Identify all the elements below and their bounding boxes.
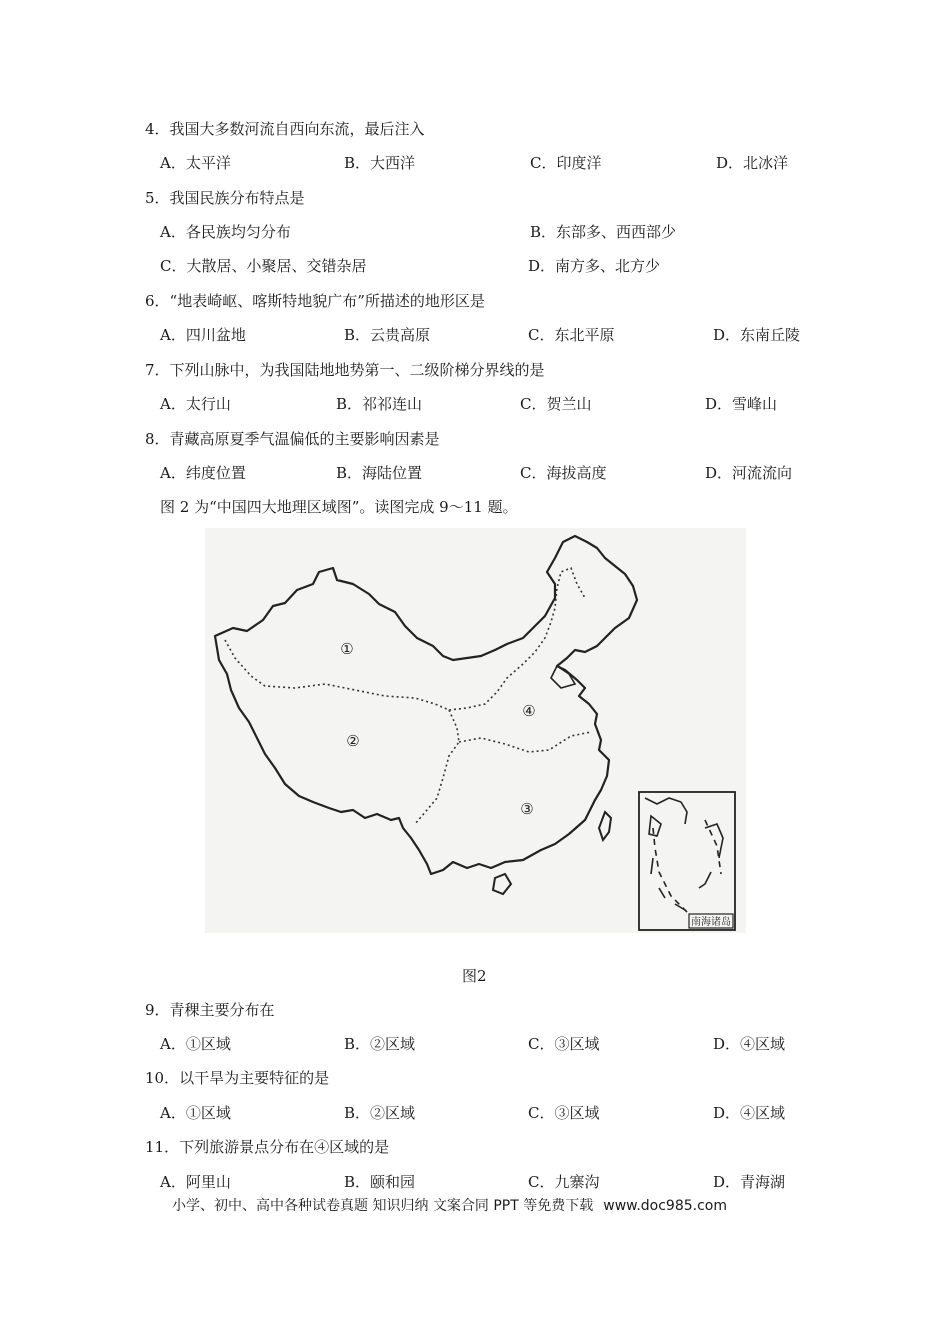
question-6-stem: 6．“地表崎岖、喀斯特地貌广布”所描述的地形区是 — [145, 292, 485, 310]
question-4-option-b: B．大西洋 — [344, 154, 416, 172]
question-7-stem: 7．下列山脉中，为我国陆地地势第一、二级阶梯分界线的是 — [145, 361, 545, 379]
question-9-stem: 9．青稞主要分布在 — [145, 1001, 275, 1019]
question-11-option-b: B．颐和园 — [344, 1173, 416, 1191]
question-7-option-d: D．雪峰山 — [705, 395, 778, 413]
question-5-option-a: A．各民族均匀分布 — [160, 223, 291, 241]
question-4-option-c: C．印度洋 — [530, 154, 602, 172]
map-caption: 图2 — [462, 967, 487, 985]
boundary-north-south — [459, 732, 591, 752]
footer-text: 小学、初中、高中各种试卷真题 知识归纳 文案合同 PPT 等免费下载 — [172, 1198, 594, 1214]
question-8-option-d: D．河流流向 — [705, 464, 793, 482]
question-10-option-b: B．②区域 — [344, 1104, 416, 1122]
question-8-option-b: B．海陆位置 — [336, 464, 423, 482]
question-4-option-d: D．北冰洋 — [716, 154, 789, 172]
question-5-option-c: C．大散居、小聚居、交错杂居 — [160, 257, 367, 275]
bohai-bay — [551, 666, 575, 688]
question-7-option-c: C．贺兰山 — [520, 395, 592, 413]
question-9-option-d: D．④区域 — [713, 1035, 786, 1053]
question-9-option-c: C．③区域 — [528, 1035, 600, 1053]
map-intro-text: 图 2 为“中国四大地理区域图”。读图完成 9～11 题。 — [160, 498, 518, 516]
question-6-option-d: D．东南丘陵 — [713, 326, 801, 344]
question-5-stem: 5．我国民族分布特点是 — [145, 189, 305, 207]
footer-url[interactable]: www.doc985.com — [603, 1198, 727, 1214]
inset-label: 南海诸岛 — [691, 917, 731, 928]
china-outline — [215, 536, 637, 874]
question-8-option-c: C．海拔高度 — [520, 464, 607, 482]
question-5-option-b: B．东部多、西西部少 — [530, 223, 677, 241]
region-label-3: ③ — [520, 800, 534, 818]
question-11-option-c: C．九寨沟 — [528, 1173, 600, 1191]
question-11-stem: 11．下列旅游景点分布在④区域的是 — [145, 1138, 390, 1156]
question-8-stem: 8．青藏高原夏季气温偏低的主要影响因素是 — [145, 430, 440, 448]
question-6-option-c: C．东北平原 — [528, 326, 615, 344]
china-regions-map-drawing — [205, 528, 746, 933]
question-4-stem: 4．我国大多数河流自西向东流，最后注入 — [145, 120, 425, 138]
question-9-option-a: A．①区域 — [160, 1035, 231, 1053]
page-footer — [172, 1196, 727, 1216]
china-regions-map — [205, 528, 746, 933]
question-8-option-a: A．纬度位置 — [160, 464, 246, 482]
question-6-option-a: A．四川盆地 — [160, 326, 246, 344]
boundary-northwest-qingzang — [225, 640, 449, 710]
question-11-option-a: A．阿里山 — [160, 1173, 231, 1191]
question-10-option-a: A．①区域 — [160, 1104, 231, 1122]
question-5-option-d: D．南方多、北方少 — [528, 257, 661, 275]
taiwan-island — [599, 812, 611, 840]
region-label-2: ② — [346, 732, 360, 750]
question-10-option-c: C．③区域 — [528, 1104, 600, 1122]
region-label-4: ④ — [522, 702, 536, 720]
region-label-1: ① — [340, 640, 354, 658]
question-9-option-b: B．②区域 — [344, 1035, 416, 1053]
question-7-option-a: A．太行山 — [160, 395, 231, 413]
question-10-option-d: D．④区域 — [713, 1104, 786, 1122]
question-11-option-d: D．青海湖 — [713, 1173, 786, 1191]
question-6-option-b: B．云贵高原 — [344, 326, 431, 344]
boundary-qingzang-south — [415, 710, 459, 824]
question-4-option-a: A．太平洋 — [160, 154, 231, 172]
hainan-island — [493, 874, 511, 894]
question-10-stem: 10．以干旱为主要特征的是 — [145, 1069, 330, 1087]
question-7-option-b: B．祁祁连山 — [336, 395, 423, 413]
boundary-northwest-north — [449, 568, 585, 710]
